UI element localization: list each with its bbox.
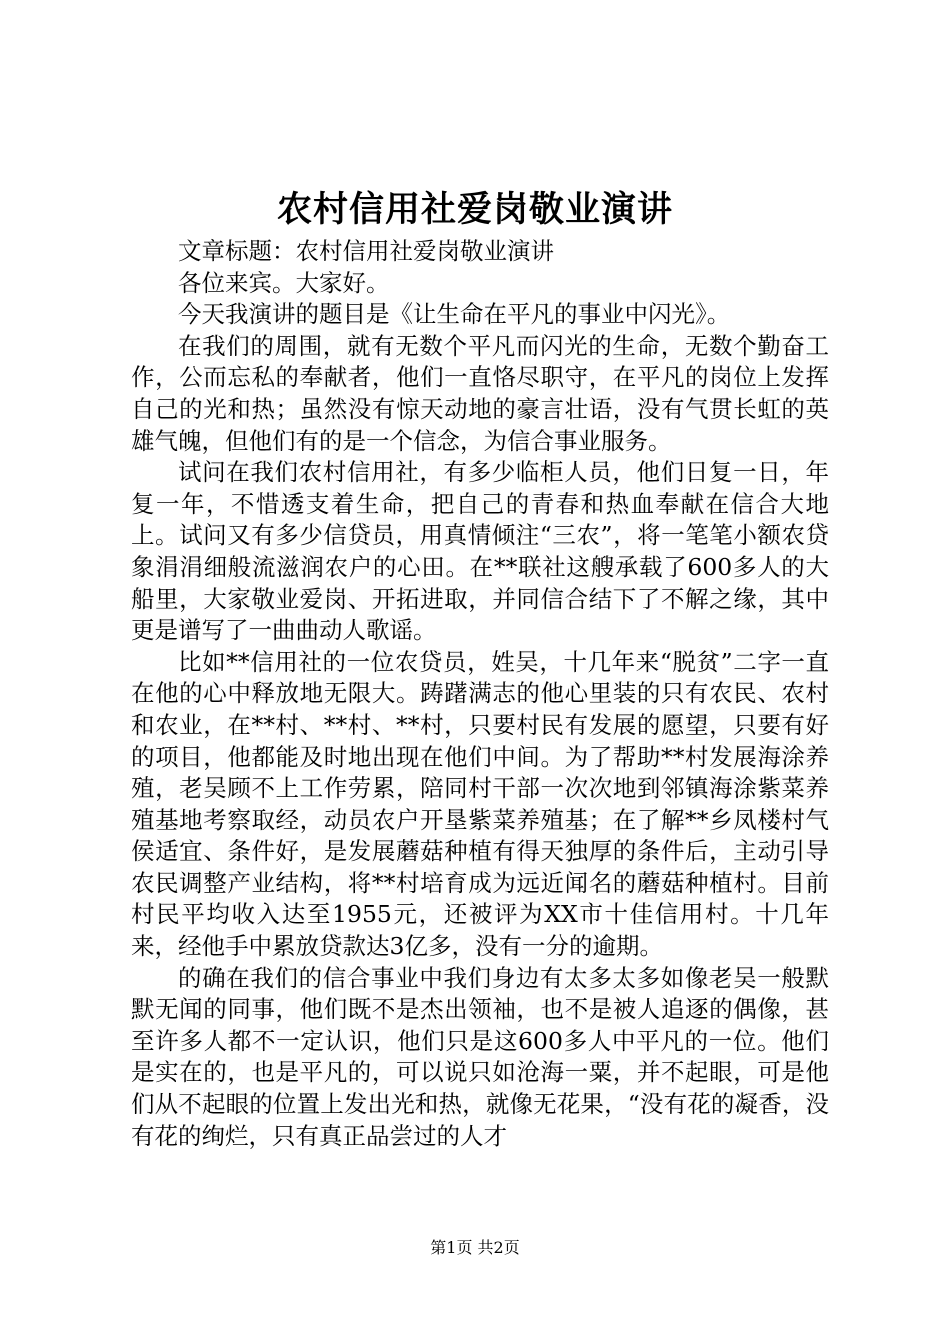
page-number-footer: 第1页 共2页 [430,1238,520,1257]
paragraph: 试问在我们农村信用社，有多少临柜人员，他们日复一日，年复一年，不惜透支着生命，把自己的青春和热血奉献在信合大地上。试问又有多少信贷员，用真情倾注“三农”，将一笔笔小额农贷象涓涓细般流滋润农户的心田。在**联社这艘承载了600多人的大船里，大家敬业爱岗、开拓进取，并同信合结下了不解之缘，其中更是谱写了一曲曲动人歌谣。 [131,458,829,645]
paragraph: 比如**信用社的一位农贷员，姓吴，十几年来“脱贫”二字一直在他的心中释放地无限大。踌躇满志的他心里装的只有农民、农村和农业，在**村、**村、**村，只要村民有发展的愿望，只要有好的项目，他都能及时地出现在他们中间。为了帮助**村发展海涂养殖，老吴顾不上工作劳累，陪同村干部一次次地到邻镇海涂紫菜养殖基地考察取经，动员农户开垦紫菜养殖基；在了解**乡凤楼村气侯适宜、条件好，是发展蘑菇种植有得天独厚的条件后，主动引导农民调整产业结构，将**村培育成为远近闻名的蘑菇种植村。目前村民平均收入达至1955元，还被评为XX市十佳信用村。十几年来，经他手中累放贷款达3亿多，没有一分的逾期。 [131,647,829,961]
document-body [131,236,829,1152]
paragraph: 文章标题：农村信用社爱岗敬业演讲 [178,237,554,265]
paragraph: 今天我演讲的题目是《让生命在平凡的事业中闪光》。 [178,300,731,329]
paragraph: 各位来宾。大家好。 [178,268,390,297]
paragraph: 在我们的周围，就有无数个平凡而闪光的生命，无数个勤奋工作，公而忘私的奉献者，他们一直恪尽职守，在平凡的岗位上发挥自己的光和热；虽然没有惊天动地的豪言壮语，没有气贯长虹的英雄气魄，但他们有的是一个信念，为信合事业服务。 [131,331,829,455]
paragraph: 的确在我们的信合事业中我们身边有太多太多如像老吴一般默默无闻的同事，他们既不是杰出领袖，也不是被人追逐的偶像，甚至许多人都不一定认识，他们只是这600多人中平凡的一位。他们是实在的，也是平凡的，可以说只如沧海一粟，并不起眼，可是他们从不起眼的位置上发出光和热，就像无花果，“没有花的凝香，没有花的绚烂，只有真正品尝过的人才 [131,963,829,1150]
document-title: 农村信用社爱岗敬业演讲 [276,189,673,230]
